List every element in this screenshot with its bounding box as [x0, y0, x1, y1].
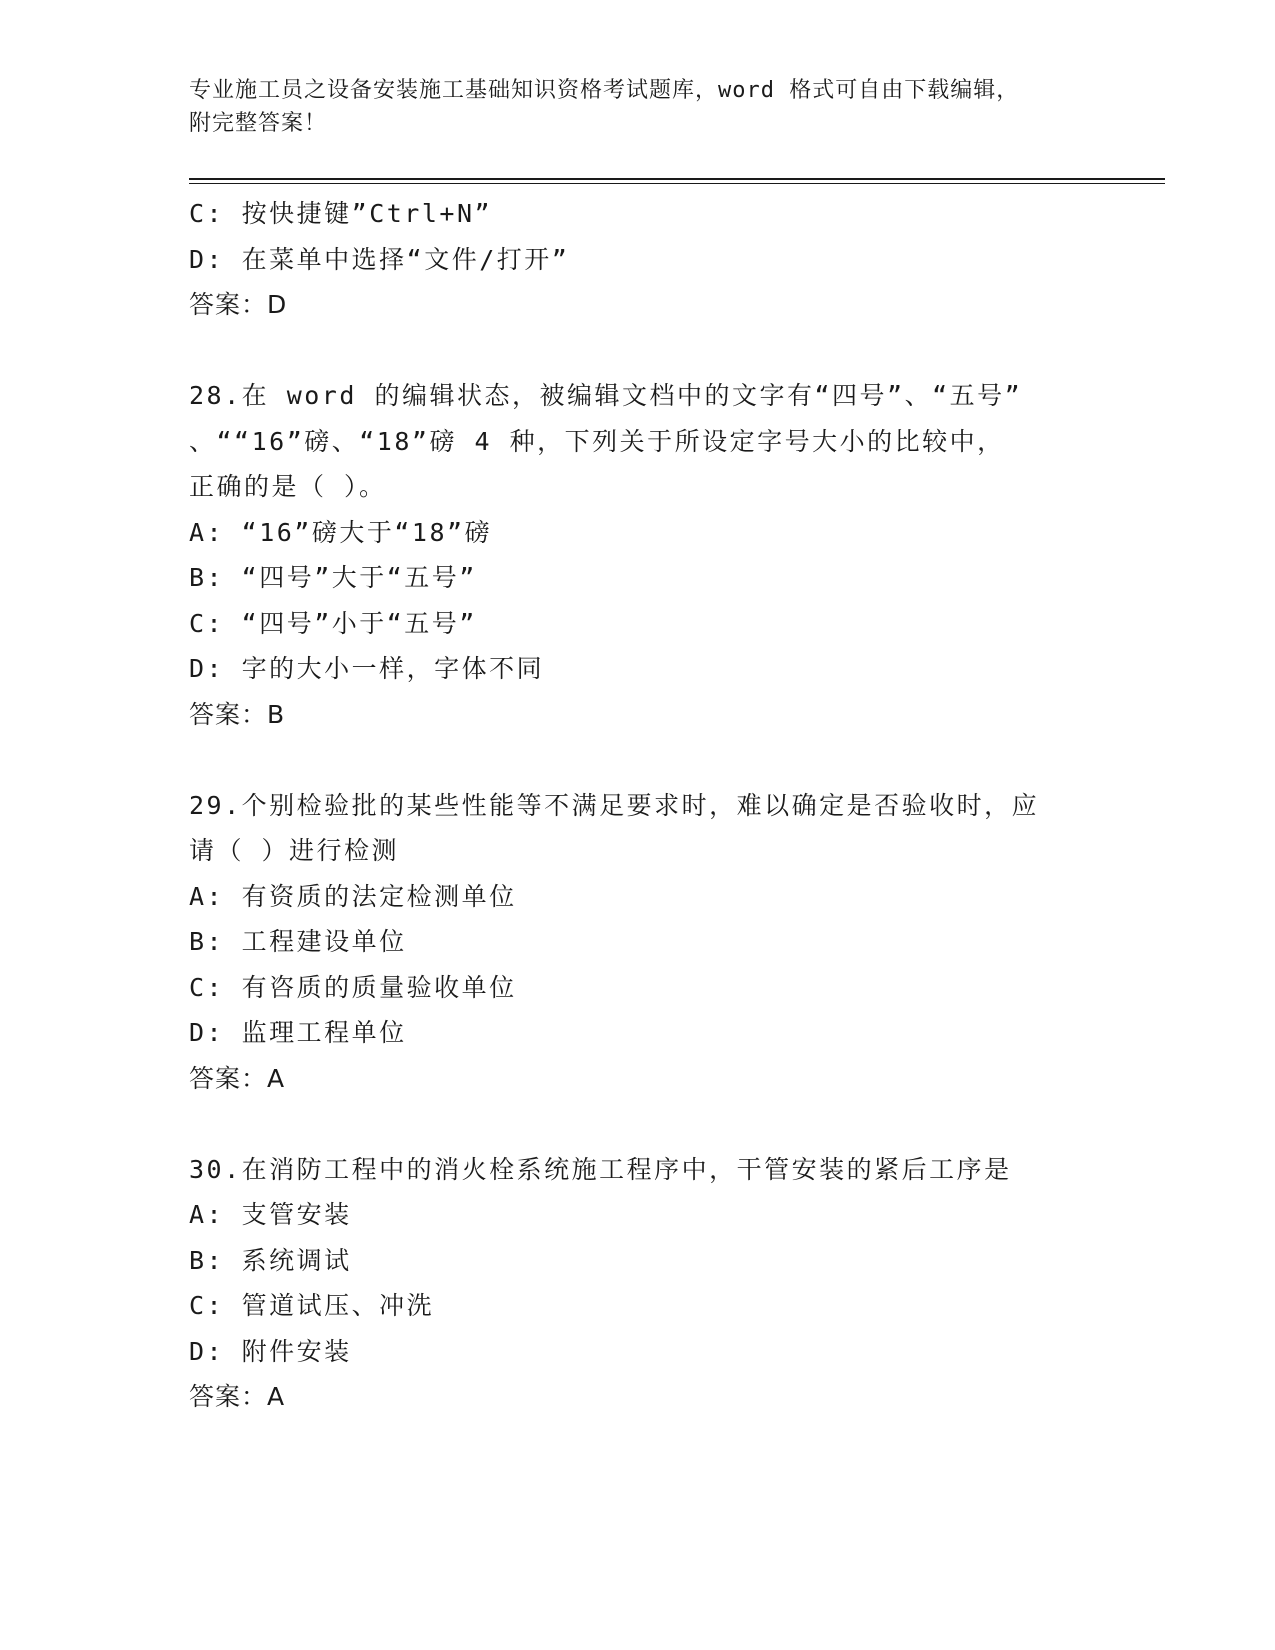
spacer — [189, 737, 1149, 783]
option-a: A: “16”磅大于“18”磅 — [189, 517, 493, 547]
option-b: B: “四号”大于“五号” — [189, 563, 477, 592]
answer-line: 答案：A — [189, 1382, 286, 1411]
spacer — [189, 1101, 1149, 1147]
option-b: B: 系统调试 — [189, 1245, 352, 1275]
option-a: A: 有资质的法定检测单位 — [189, 881, 517, 911]
option-c: C: 按快捷键”Ctrl+N” — [189, 199, 493, 228]
question-stem-line: 30.在消防工程中的消火栓系统施工程序中，干管安装的紧后工序是 — [189, 1154, 1012, 1184]
option-d: D: 附件安装 — [189, 1336, 352, 1366]
option-c: C: 管道试压、冲洗 — [189, 1291, 435, 1320]
page-header — [189, 74, 1089, 140]
header-line-1: 专业施工员之设备安装施工基础知识资格考试题库，word 格式可自由下载编辑， — [189, 78, 1020, 103]
question-27-tail — [189, 191, 1149, 328]
question-28 — [189, 373, 1149, 737]
question-stem-line: 、““16”磅、“18”磅 4 种，下列关于所设定字号大小的比较中， — [189, 426, 1005, 456]
question-stem-line: 28.在 word 的编辑状态，被编辑文档中的文字有“四号”、“五号” — [189, 381, 1023, 410]
question-29 — [189, 783, 1149, 1102]
spacer — [189, 328, 1149, 374]
answer-line: 答案：A — [189, 1063, 286, 1093]
header-divider-thick — [189, 178, 1165, 180]
option-a: A: 支管安装 — [189, 1200, 352, 1229]
answer-line: 答案：B — [189, 699, 286, 729]
option-d: D: 在菜单中选择“文件/打开” — [189, 244, 570, 274]
question-stem-line: 正确的是（ ）。 — [189, 472, 387, 501]
answer-line: 答案：D — [189, 290, 288, 319]
question-30 — [189, 1147, 1149, 1420]
option-d: D: 字的大小一样，字体不同 — [189, 654, 545, 683]
document-body — [189, 191, 1149, 1420]
header-line-2: 附完整答案！ — [189, 111, 328, 136]
option-c: C: 有咨质的质量验收单位 — [189, 972, 517, 1002]
option-b: B: 工程建设单位 — [189, 927, 407, 956]
option-d: D: 监理工程单位 — [189, 1018, 407, 1047]
header-divider-thin — [189, 183, 1165, 184]
question-stem-line: 请（ ）进行检测 — [189, 836, 400, 865]
question-stem-line: 29.个别检验批的某些性能等不满足要求时，难以确定是否验收时，应 — [189, 790, 1040, 820]
option-c: C: “四号”小于“五号” — [189, 608, 477, 638]
